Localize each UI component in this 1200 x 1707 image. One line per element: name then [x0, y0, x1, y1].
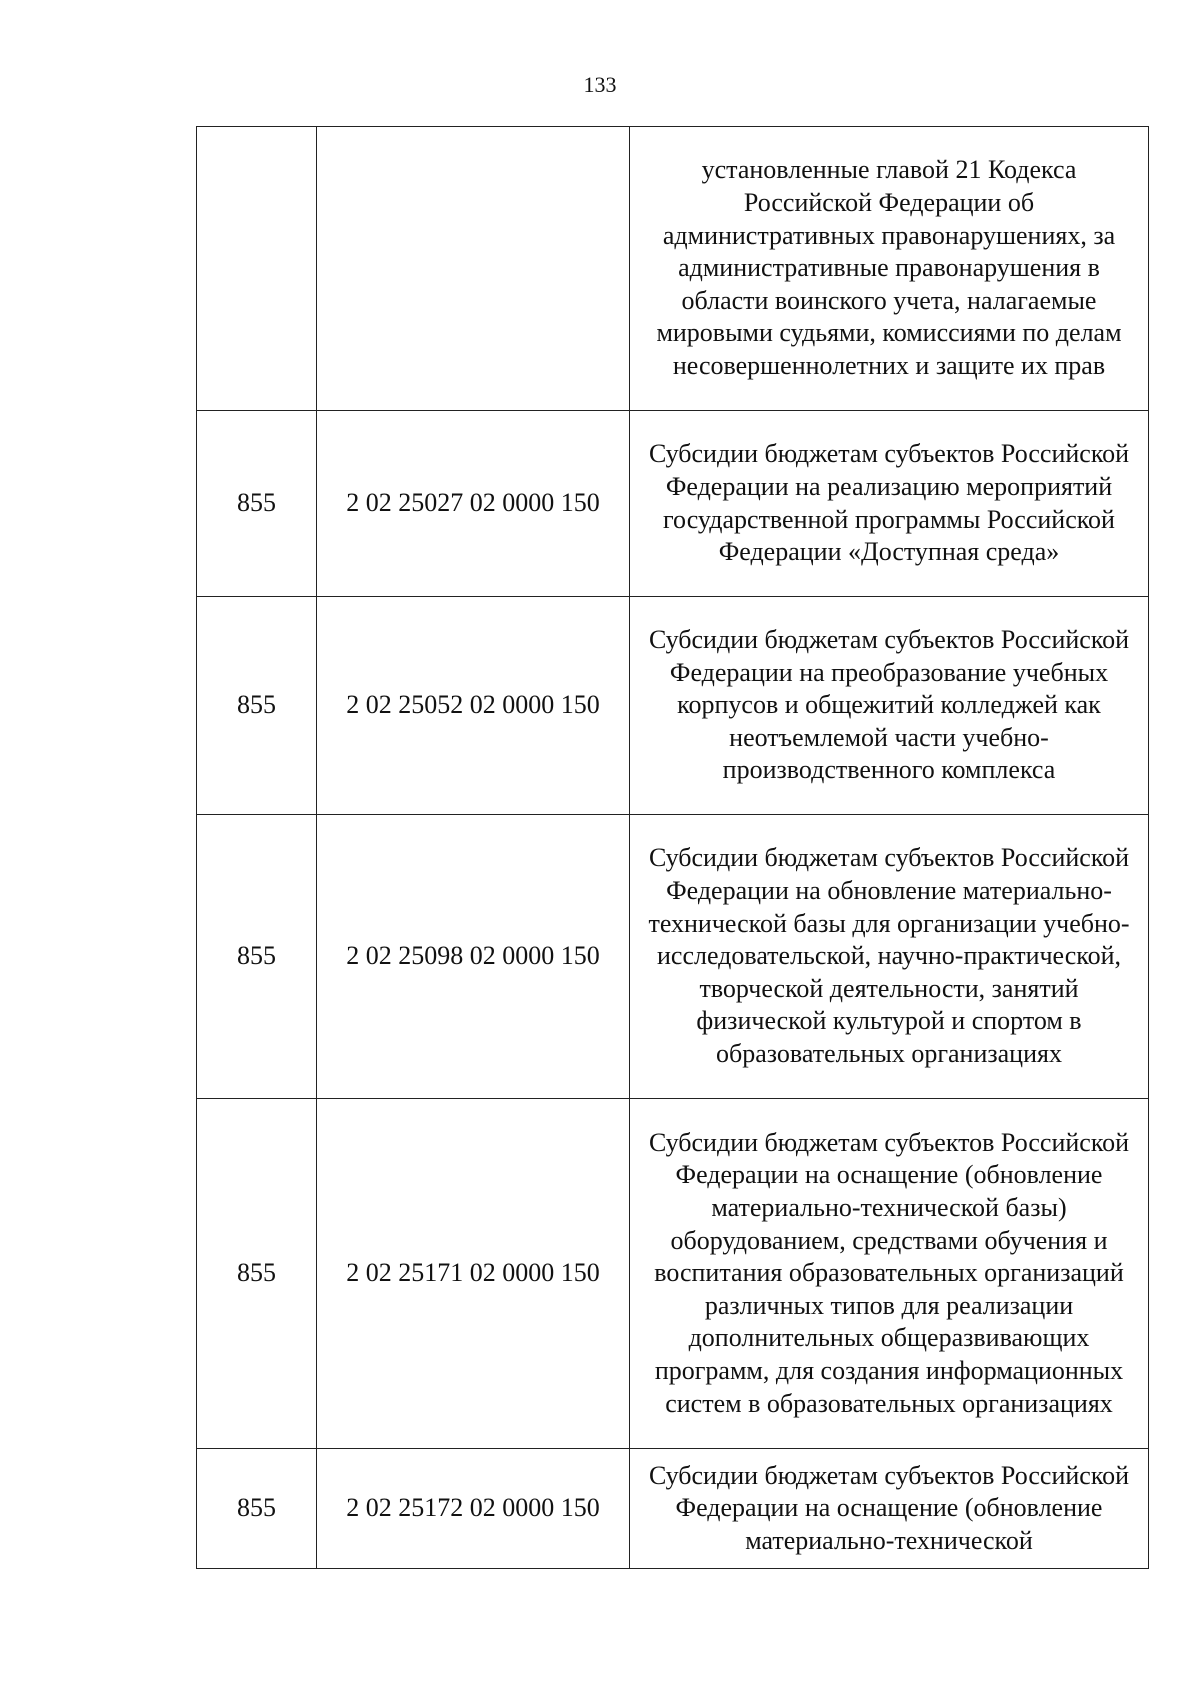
table-row	[197, 815, 1149, 1099]
budget-classification-code-cell: 2 02 25052 02 0000 150	[317, 597, 630, 815]
budget-classification-code-cell: 2 02 25172 02 0000 150	[317, 1449, 630, 1569]
revenue-name-cell: Субсидии бюджетам субъектов Российской Федерации на реализацию мероприятий государственной программы Российской Федерации «Доступная среда»	[630, 411, 1149, 597]
admin-code-cell: 855	[197, 411, 317, 597]
table-row	[197, 1449, 1149, 1569]
table-row	[197, 1099, 1149, 1449]
budget-revenue-table	[196, 126, 1149, 1569]
revenue-name-cell: Субсидии бюджетам субъектов Российской Федерации на обновление материально-технической базы для организации учебно-исследовательской, научно-практической, творческой деятельности, занятий физической культурой и спортом в образовательных организациях	[630, 815, 1149, 1099]
budget-classification-code-cell: 2 02 25171 02 0000 150	[317, 1099, 630, 1449]
revenue-name-cell: установленные главой 21 Кодекса Российской Федерации об административных правонарушениях, за административные правонарушения в области воинского учета, налагаемые мировыми судьями, комиссиями по делам несовершеннолетних и защите их прав	[630, 127, 1149, 411]
budget-classification-code-cell: 2 02 25027 02 0000 150	[317, 411, 630, 597]
table-row	[197, 597, 1149, 815]
budget-classification-code-cell: 2 02 25098 02 0000 150	[317, 815, 630, 1099]
admin-code-cell: 855	[197, 815, 317, 1099]
page-number: 133	[583, 72, 617, 97]
revenue-name-cell: Субсидии бюджетам субъектов Российской Федерации на преобразование учебных корпусов и общежитий колледжей как неотъемлемой части учебно-производственного комплекса	[630, 597, 1149, 815]
revenue-name-cell: Субсидии бюджетам субъектов Российской Федерации на оснащение (обновление материально-технической базы) оборудованием, средствами обучения и воспитания образовательных организаций различных типов для реализации дополнительных общеразвивающих программ, для создания информационных систем в образовательных организациях	[630, 1099, 1149, 1449]
table-row	[197, 411, 1149, 597]
admin-code-cell	[197, 127, 317, 411]
admin-code-cell: 855	[197, 1099, 317, 1449]
budget-classification-code-cell	[317, 127, 630, 411]
table-row	[197, 127, 1149, 411]
revenue-name-cell: Субсидии бюджетам субъектов Российской Федерации на оснащение (обновление материально-технической	[630, 1449, 1149, 1569]
admin-code-cell: 855	[197, 597, 317, 815]
admin-code-cell: 855	[197, 1449, 317, 1569]
